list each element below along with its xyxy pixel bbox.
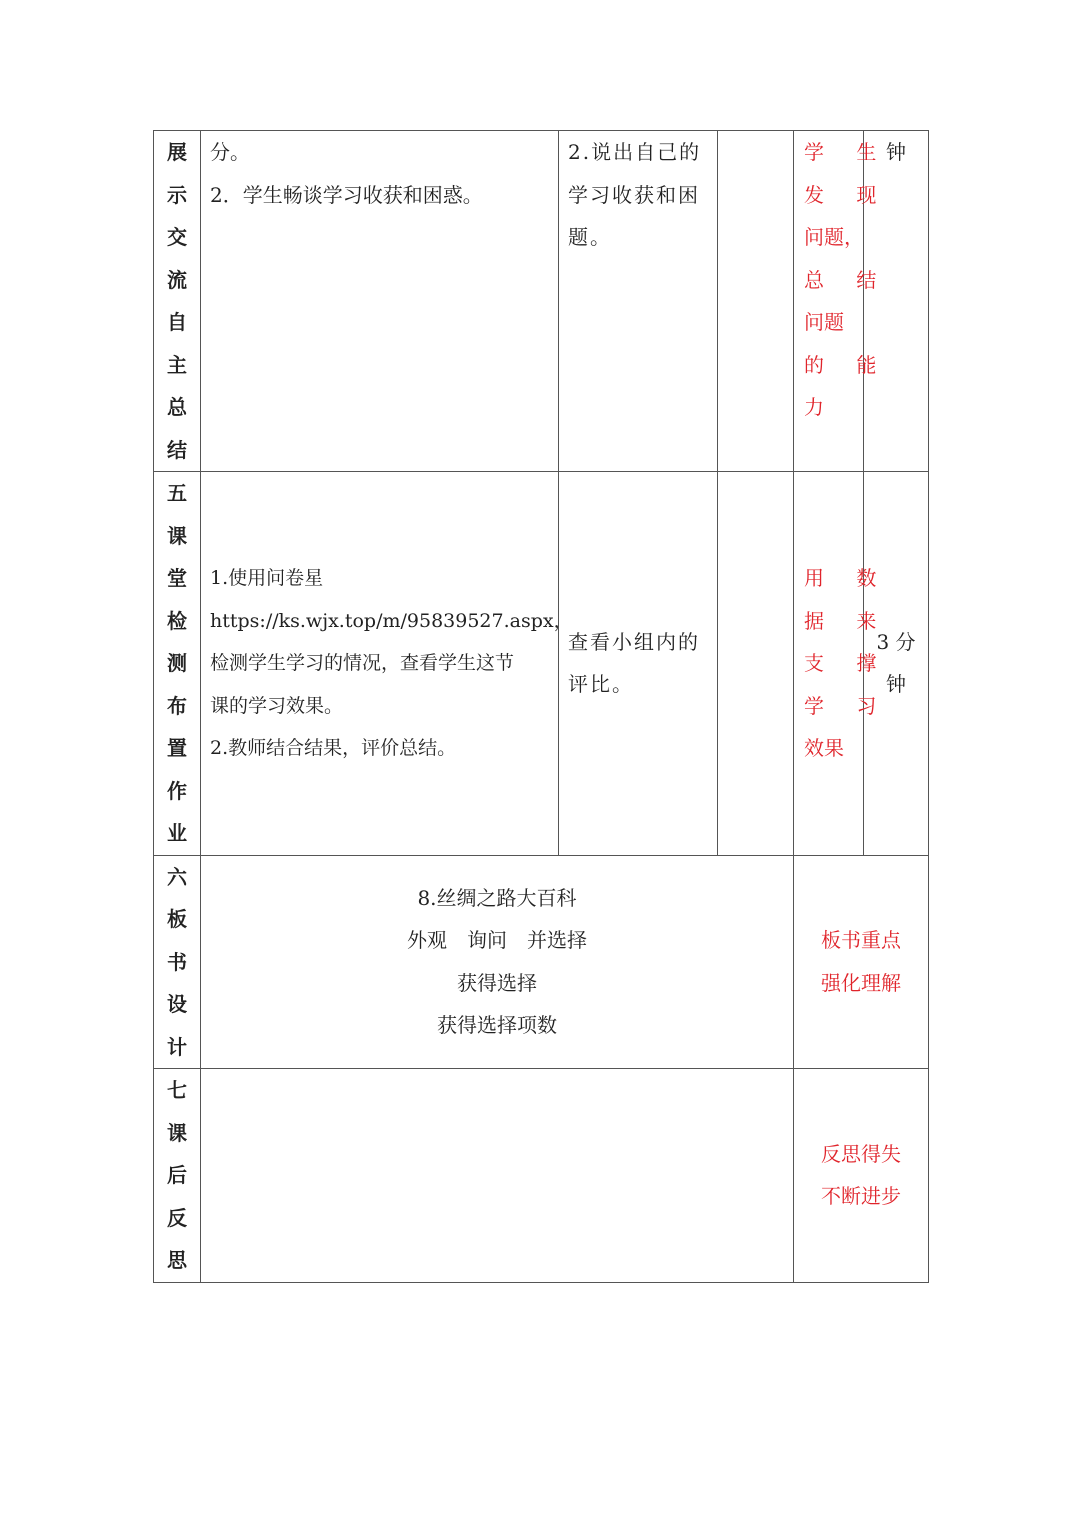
design-intent-line: 的 能 — [804, 352, 890, 377]
stage-char: 结 — [167, 437, 187, 462]
design-intent-cell — [794, 472, 890, 856]
stage-char: 流 — [167, 267, 187, 292]
design-intent-line: 据 来 — [804, 608, 890, 633]
stage-char: 课 — [167, 523, 187, 548]
stage-char: 设 — [167, 992, 187, 1016]
design-intent-cell — [794, 131, 890, 472]
stage-char: 布 — [167, 693, 187, 718]
board-line: 外观 询问 并选择 — [407, 928, 587, 953]
stage-char: 主 — [167, 352, 187, 377]
teacher-activity-line: 2．学生畅谈学习收获和困惑。 — [210, 182, 483, 207]
blank-cell — [718, 472, 794, 856]
teacher-activity-line: 1.使用问卷星 — [210, 567, 324, 589]
time-line: 钟 — [886, 672, 906, 697]
student-activity-cell — [559, 472, 718, 856]
design-intent-cell — [794, 855, 929, 1069]
stage-char: 反 — [167, 1205, 187, 1230]
lesson-plan-table — [153, 130, 929, 1283]
stage-cell — [154, 1069, 201, 1283]
stage-char: 计 — [167, 1034, 187, 1059]
teacher-activity-line: 2.教师结合结果，评价总结。 — [210, 737, 457, 759]
design-intent-cell — [794, 1069, 929, 1283]
blank-cell — [718, 131, 794, 472]
student-activity-line: 学习收获和困 — [568, 182, 700, 207]
stage-char: 示 — [167, 182, 187, 207]
stage-char: 课 — [167, 1120, 187, 1145]
table-row-assessment — [154, 472, 929, 856]
survey-link[interactable]: https://ks.wjx.top/m/95839527.aspx， — [210, 609, 573, 632]
stage-char: 后 — [167, 1163, 187, 1187]
stage-char: 自 — [167, 310, 187, 334]
design-intent-line: 板书重点 — [821, 928, 901, 953]
stage-char: 作 — [167, 778, 187, 803]
student-activity-line: 评比。 — [568, 672, 634, 697]
time-line: 3 分 — [876, 629, 916, 654]
stage-cell — [154, 472, 201, 856]
design-intent-line: 不断进步 — [821, 1184, 901, 1209]
stage-char: 五 — [167, 481, 187, 505]
table-row-board-design — [154, 855, 929, 1069]
stage-char: 堂 — [167, 566, 187, 590]
design-intent-line: 效果 — [804, 736, 844, 760]
student-activity-line: 查看小组内的 — [568, 629, 700, 654]
design-intent-line: 发 现 — [804, 182, 890, 207]
design-intent-line: 学 习 — [804, 693, 890, 718]
stage-char: 总 — [167, 395, 187, 419]
teacher-activity-line: 分。 — [210, 140, 250, 164]
teacher-activity-line: 检测学生学习的情况，查看学生这节 — [210, 652, 515, 674]
design-intent-line: 用 数 — [804, 566, 890, 590]
stage-cell — [154, 855, 201, 1069]
stage-char: 置 — [167, 736, 187, 760]
stage-char: 交 — [167, 225, 187, 249]
teacher-activity-cell — [201, 472, 573, 856]
design-intent-line: 强化理解 — [821, 970, 901, 995]
design-intent-line: 支 撑 — [804, 651, 890, 675]
stage-char: 七 — [167, 1078, 187, 1102]
table-row-reflection — [154, 1069, 929, 1283]
stage-char: 检 — [167, 608, 187, 633]
teacher-activity-cell — [201, 131, 559, 472]
teacher-activity-line: 课的学习效果。 — [210, 694, 344, 717]
design-intent-line: 总 结 — [804, 267, 890, 292]
board-line: 8.丝绸之路大百科 — [417, 885, 577, 910]
student-activity-cell — [559, 131, 718, 472]
stage-char: 书 — [167, 949, 187, 974]
board-line: 获得选择项数 — [437, 1013, 557, 1038]
table-row-summary — [154, 131, 929, 472]
stage-char: 思 — [167, 1248, 187, 1272]
design-intent-line: 力 — [804, 395, 824, 419]
reflection-cell — [201, 1069, 794, 1283]
board-line: 获得选择 — [457, 970, 537, 995]
time-line: 钟 — [886, 140, 906, 164]
design-intent-line: 问题 — [804, 310, 844, 334]
design-intent-line: 问题， — [804, 225, 864, 249]
stage-cell — [154, 131, 201, 472]
design-intent-line: 学 生 — [804, 140, 890, 164]
stage-char: 板 — [167, 907, 187, 931]
student-activity-line: 2.说出自己的 — [568, 140, 702, 164]
time-cell — [864, 131, 929, 472]
student-activity-line: 题。 — [568, 225, 612, 249]
stage-char: 六 — [167, 864, 187, 889]
stage-char: 测 — [167, 651, 187, 675]
board-design-cell — [201, 855, 794, 1069]
design-intent-line: 反思得失 — [821, 1141, 901, 1166]
stage-char: 业 — [167, 821, 187, 845]
stage-char: 展 — [167, 140, 187, 164]
